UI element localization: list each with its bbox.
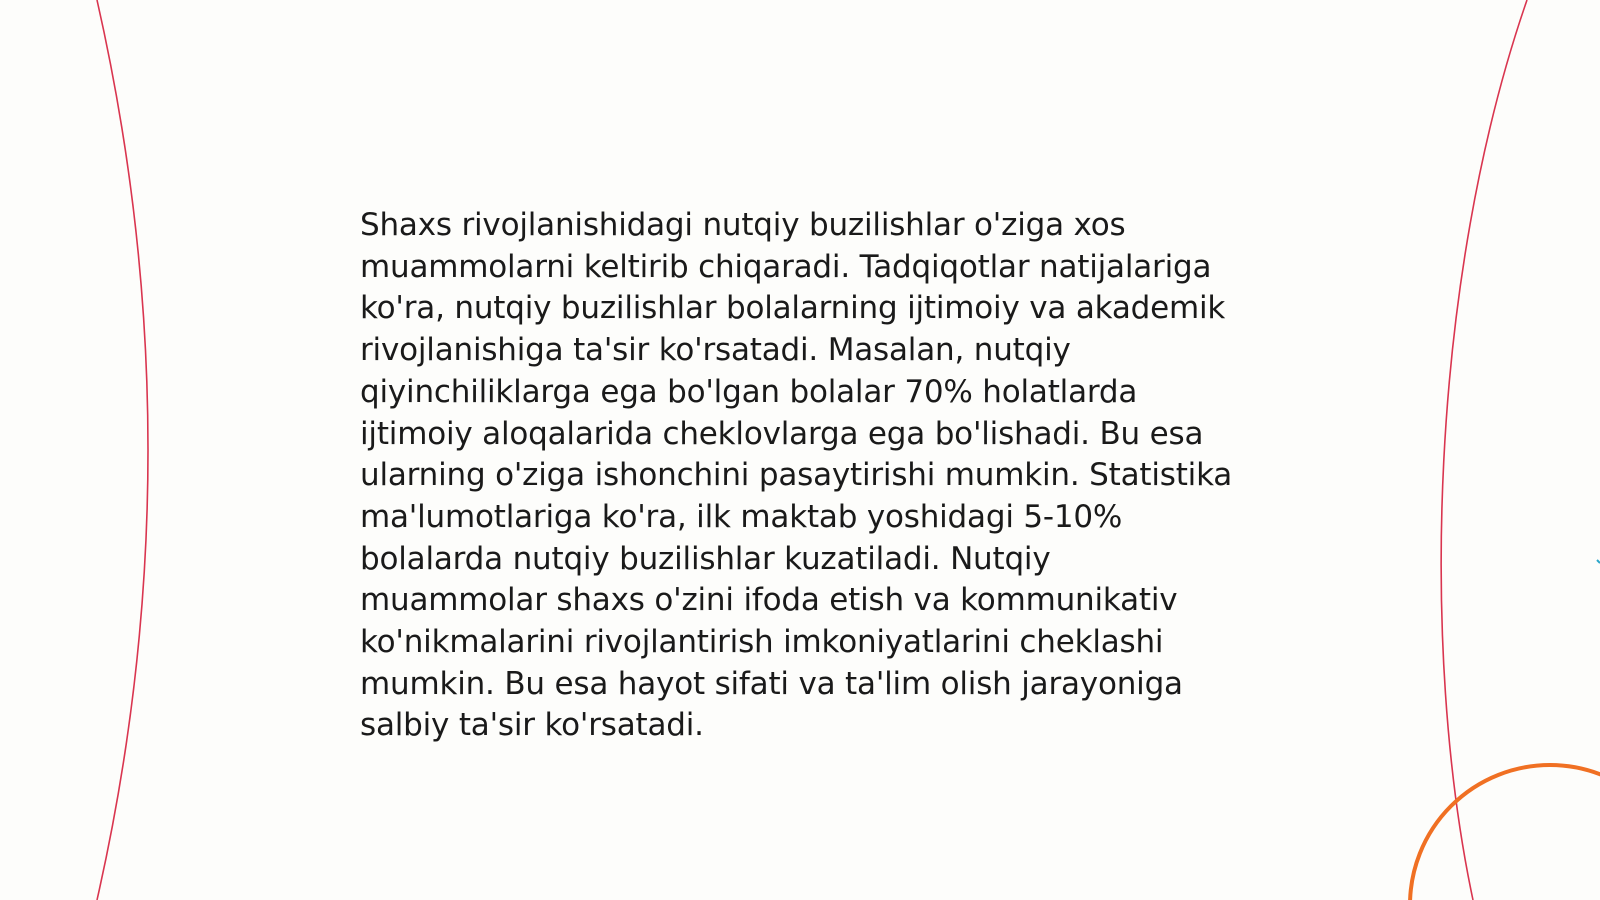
body-paragraph: Shaxs rivojlanishidagi nutqiy buzilishlar o'ziga xos muammolarni keltirib chiqaradi. Tadqiqotlar natijalariga ko'ra, nutqiy buzilishlar bolalarning ijtimoiy va akademik rivojlanishiga ta'sir ko'rsatadi. Masalan, nutqiy qiyinchiliklarga ega bo'lgan bolalar 70% holatlarda ijtimoiy aloqalarida cheklovlarga ega bo'lishadi. Bu esa ularning o'ziga ishonchini pasaytirishi mumkin. Statistika ma'lumotlariga ko'ra, ilk maktab yoshidagi 5-10% bolalarda nutqiy buzilishlar kuzatiladi. Nutqiy muammolar shaxs o'zini ifoda etish va kommunikativ ko'nikmalarini rivojlantirish imkoniyatlarini cheklashi mumkin. Bu esa hayot sifati va ta'lim olish jarayoniga salbiy ta'sir ko'rsatadi. xyxy=(360,207,1233,744)
right-curve-line xyxy=(1441,0,1527,900)
orange-circle-outline xyxy=(1410,765,1600,900)
left-curve-line xyxy=(97,0,148,900)
